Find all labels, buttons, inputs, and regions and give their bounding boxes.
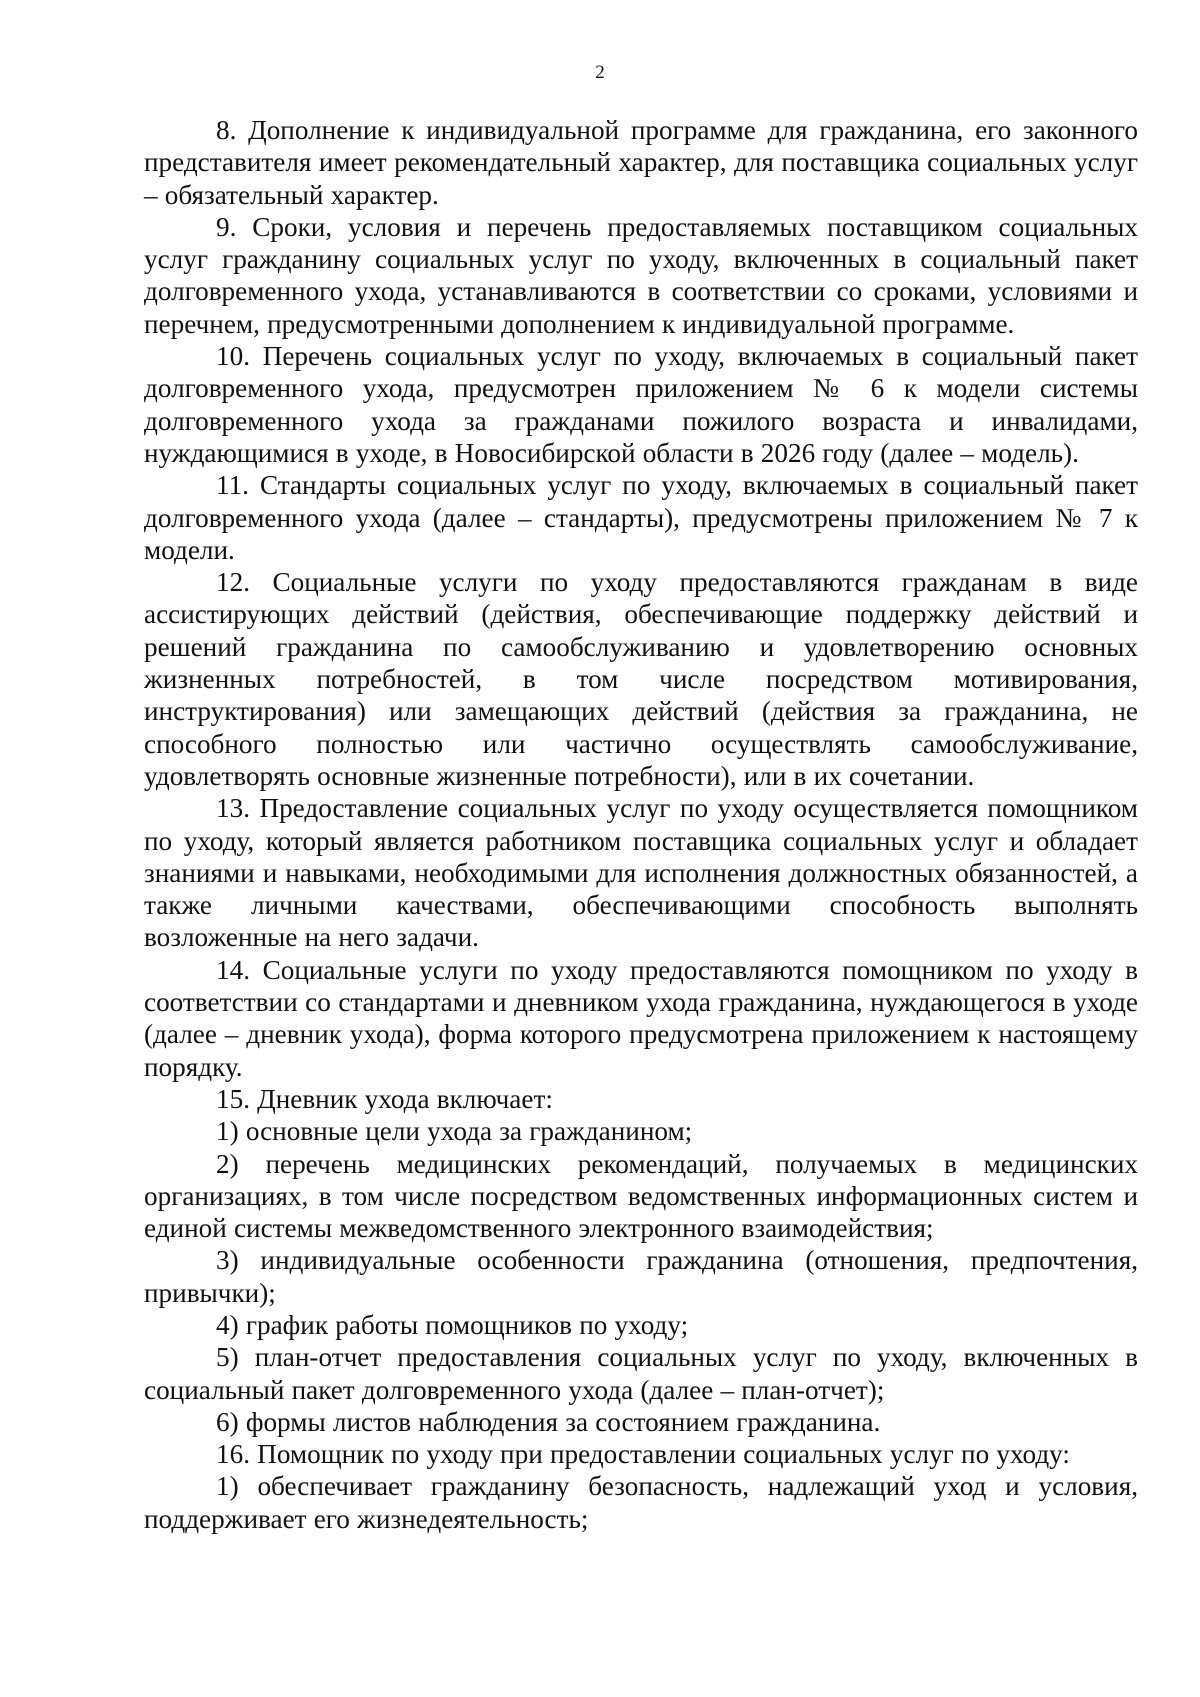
paragraph-9: 9. Сроки, условия и перечень предоставляемых поставщиком социальных услуг гражданину социальных услуг по уходу, включенных в социальный пакет долговременного ухода, устанавливаются в соответствии со сроками, условиями и перечнем, предусмотренными дополнением к индивидуальной программе. bbox=[144, 211, 1138, 339]
paragraph-16: 16. Помощник по уходу при предоставлении социальных услуг по уходу: bbox=[216, 1439, 1070, 1470]
list-item-15-3: 3) индивидуальные особенности гражданина (отношения, предпочтения, привычки); bbox=[144, 1245, 1138, 1308]
list-item-15-5: 5) план-отчет предоставления социальных услуг по уходу, включенных в социальный пакет долговременного ухода (далее – план-отчет); bbox=[144, 1342, 1138, 1405]
paragraph-15: 15. Дневник ухода включает: bbox=[216, 1083, 553, 1114]
list-item-15-4: 4) график работы помощников по уходу; bbox=[216, 1309, 689, 1340]
list-item-15-1: 1) основные цели ухода за гражданином; bbox=[216, 1116, 693, 1147]
paragraph-12: 12. Социальные услуги по уходу предоставляются гражданам в виде ассистирующих действий (действия, обеспечивающие поддержку действий и решений гражданина по самообслуживанию и удовлетворению основных жизненных потребностей, в том числе посредством мотивирования, инструктирования) или замещающих действий (действия за гражданина, не способного полностью или частично осуществлять самообслуживание, удовлетворять основные жизненные потребности), или в их сочетании. bbox=[144, 567, 1138, 791]
list-item-15-6: 6) формы листов наблюдения за состоянием гражданина. bbox=[216, 1406, 881, 1437]
paragraph-10: 10. Перечень социальных услуг по уходу, включаемых в социальный пакет долговременного ухода, предусмотрен приложением № 6 к модели системы долговременного ухода за гражданами пожилого возраста и инвалидами, нуждающимися в уходе, в Новосибирской области в 2026 году (далее – модель). bbox=[144, 341, 1138, 468]
document-body bbox=[144, 114, 1138, 1535]
paragraph-8: 8. Дополнение к индивидуальной программе для гражданина, его законного представителя имеет рекомендательный характер, для поставщика социальных услуг – обязательный характер. bbox=[144, 115, 1138, 210]
page-number: 2 bbox=[595, 62, 605, 83]
paragraph-14: 14. Социальные услуги по уходу предоставляются помощником по уходу в соответствии со стандартами и дневником ухода гражданина, нуждающегося в уходе (далее – дневник ухода), форма которого предусмотрена приложением к настоящему порядку. bbox=[144, 954, 1138, 1082]
paragraph-13: 13. Предоставление социальных услуг по уходу осуществляется помощником по уходу, который является работником поставщика социальных услуг и обладает знаниями и навыками, необходимыми для исполнения должностных обязанностей, а также личными качествами, обеспечивающими способность выполнять возложенные на него задачи. bbox=[144, 793, 1138, 953]
list-item-15-2: 2) перечень медицинских рекомендаций, получаемых в медицинских организациях, в том числе посредством ведомственных информационных систем и единой системы межведомственного электронного взаимодействия; bbox=[144, 1148, 1138, 1244]
list-item-16-1: 1) обеспечивает гражданину безопасность, надлежащий уход и условия, поддерживает его жизнедеятельность; bbox=[144, 1471, 1138, 1534]
paragraph-11: 11. Стандарты социальных услуг по уходу, включаемых в социальный пакет долговременного ухода (далее – стандарты), предусмотрены приложением № 7 к модели. bbox=[144, 470, 1138, 565]
